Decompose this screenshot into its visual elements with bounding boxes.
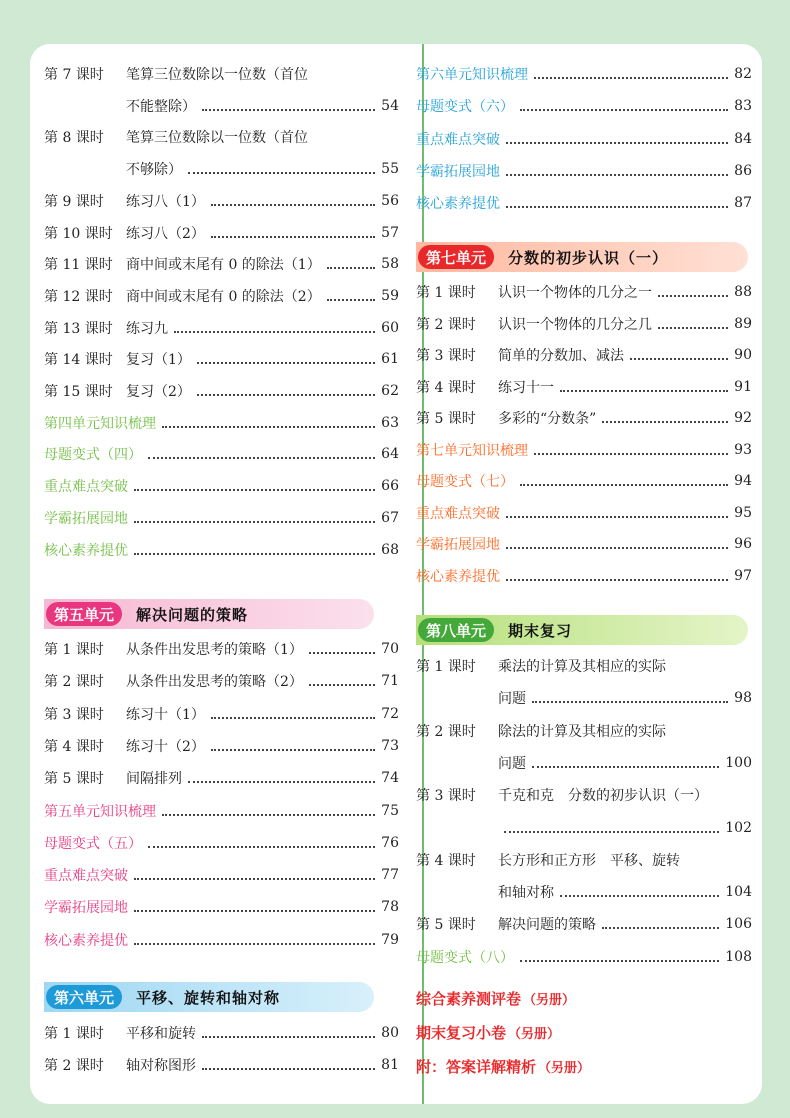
dot-leader bbox=[148, 457, 375, 459]
dot-leader bbox=[309, 684, 375, 686]
lesson-number: 第 10 课时 bbox=[44, 225, 113, 242]
supplement-title: 综合素养测评卷 bbox=[416, 989, 522, 1008]
entry-title: 平移和旋转 bbox=[126, 1026, 196, 1042]
dot-leader bbox=[658, 327, 728, 329]
entry-title: 重点难点突破 bbox=[44, 479, 128, 496]
unit-name: 平移、旋转和轴对称 bbox=[136, 988, 281, 1007]
entry-title: 从条件出发思考的策略（2） bbox=[126, 674, 303, 691]
dot-leader bbox=[602, 421, 728, 423]
entry-title: 不够除） bbox=[126, 162, 182, 179]
supplement-note: （另册） bbox=[538, 1060, 591, 1076]
toc-entry bbox=[416, 497, 752, 529]
entry-title: 母题变式（七） bbox=[416, 474, 514, 490]
supplement-title: 附：答案详解精析 bbox=[416, 1057, 537, 1076]
page-number: 79 bbox=[381, 931, 399, 948]
toc-entry bbox=[44, 698, 399, 730]
page-number: 54 bbox=[381, 97, 399, 114]
entry-title: 母题变式（五） bbox=[44, 835, 142, 852]
entry-title: 笔算三位数除以一位数（首位 bbox=[126, 67, 308, 83]
dot-leader bbox=[602, 927, 719, 929]
dot-leader bbox=[658, 295, 728, 297]
entry-title: 从条件出发思考的策略（1） bbox=[126, 642, 303, 658]
page-number: 86 bbox=[734, 162, 752, 179]
lesson-number: 第 14 课时 bbox=[44, 352, 113, 369]
unit-banner-unit6 bbox=[44, 982, 374, 1012]
dot-leader bbox=[162, 426, 375, 428]
toc-entry bbox=[416, 402, 752, 434]
dot-leader bbox=[211, 204, 375, 206]
unit-tag: 第八单元 bbox=[418, 618, 494, 642]
page-number: 93 bbox=[734, 441, 752, 458]
toc-entry bbox=[44, 827, 399, 859]
entry-title: 复习（1） bbox=[126, 352, 191, 369]
toc-entry bbox=[44, 375, 399, 407]
dot-leader bbox=[148, 846, 375, 848]
dot-leader bbox=[534, 77, 728, 79]
entry-title: 第七单元知识梳理 bbox=[416, 442, 528, 459]
lesson-number: 第 4 课时 bbox=[416, 379, 476, 396]
dot-leader bbox=[188, 172, 375, 174]
page-number: 73 bbox=[381, 737, 399, 754]
entry-title: 练习八（2） bbox=[126, 225, 205, 242]
toc-entry bbox=[416, 155, 752, 187]
page-number: 58 bbox=[381, 256, 399, 273]
page-number: 81 bbox=[381, 1057, 399, 1073]
lesson-number: 第 2 课时 bbox=[416, 723, 476, 740]
toc-entry bbox=[416, 339, 752, 371]
dot-leader bbox=[134, 910, 375, 912]
page-number: 92 bbox=[734, 410, 752, 426]
dot-leader bbox=[532, 701, 728, 703]
supplement-note: （另册） bbox=[508, 1026, 561, 1042]
entry-title: 问题 bbox=[498, 691, 526, 708]
dot-leader bbox=[162, 814, 375, 816]
unit-tag: 第七单元 bbox=[418, 245, 494, 269]
entry-title: 和轴对称 bbox=[498, 885, 554, 902]
page-number: 70 bbox=[381, 641, 399, 657]
toc-entry bbox=[44, 1017, 399, 1049]
page-number: 62 bbox=[381, 383, 399, 399]
lesson-number: 第 11 课时 bbox=[44, 257, 113, 274]
entry-title: 练习十一 bbox=[498, 379, 554, 396]
toc-entry bbox=[416, 650, 752, 682]
toc-entry bbox=[44, 185, 399, 217]
page-number: 71 bbox=[381, 673, 399, 690]
entry-title: 轴对称图形 bbox=[126, 1058, 196, 1074]
lesson-number: 第 2 课时 bbox=[416, 316, 476, 333]
toc-entry bbox=[416, 812, 752, 844]
dot-leader bbox=[134, 878, 375, 880]
lesson-number: 第 1 课时 bbox=[44, 1026, 104, 1042]
toc-entry bbox=[416, 434, 752, 466]
dot-leader bbox=[309, 652, 375, 654]
page-number: 102 bbox=[725, 819, 752, 836]
entry-title: 第六单元知识梳理 bbox=[416, 67, 528, 83]
toc-entry bbox=[44, 534, 399, 566]
page-number: 100 bbox=[725, 754, 752, 771]
dot-leader bbox=[134, 943, 375, 945]
entry-title: 练习十（1） bbox=[126, 706, 205, 723]
page-number: 68 bbox=[381, 541, 399, 558]
lesson-number: 第 4 课时 bbox=[44, 738, 104, 755]
unit-name: 分数的初步认识（一） bbox=[508, 248, 669, 267]
toc-entry bbox=[44, 90, 399, 122]
dot-leader bbox=[211, 717, 375, 719]
page-number: 61 bbox=[381, 351, 399, 368]
toc-entry bbox=[416, 844, 752, 876]
entry-title: 第五单元知识梳理 bbox=[44, 803, 156, 820]
entry-title: 核心素养提优 bbox=[416, 568, 500, 585]
entry-title: 核心素养提优 bbox=[416, 196, 500, 213]
toc-entry bbox=[44, 312, 399, 344]
toc-entry bbox=[44, 470, 399, 502]
dot-leader bbox=[327, 299, 375, 301]
lesson-number: 第 13 课时 bbox=[44, 320, 113, 337]
toc-entry bbox=[44, 153, 399, 185]
page-number: 77 bbox=[381, 867, 399, 884]
entry-title: 多彩的“分数条” bbox=[498, 411, 597, 427]
lesson-number: 第 5 课时 bbox=[416, 411, 476, 427]
toc-entry bbox=[44, 58, 399, 90]
lesson-number: 第 5 课时 bbox=[416, 917, 476, 934]
dot-leader bbox=[134, 489, 375, 491]
lesson-number: 第 5 课时 bbox=[44, 771, 104, 788]
supplement-entry bbox=[416, 1016, 560, 1048]
entry-title: 学霸拓展园地 bbox=[44, 900, 128, 917]
page-number: 60 bbox=[381, 319, 399, 336]
entry-title: 乘法的计算及其相应的实际 bbox=[498, 659, 666, 675]
toc-entry bbox=[416, 779, 752, 811]
page-number: 74 bbox=[381, 770, 399, 787]
toc-entry bbox=[416, 371, 752, 403]
lesson-number: 第 4 课时 bbox=[416, 852, 476, 869]
dot-leader bbox=[188, 781, 375, 783]
toc-entry bbox=[44, 121, 399, 153]
page-number: 87 bbox=[734, 195, 752, 212]
dot-leader bbox=[211, 236, 375, 238]
lesson-number: 第 7 课时 bbox=[44, 67, 104, 83]
page-number: 57 bbox=[381, 224, 399, 241]
toc-entry bbox=[416, 90, 752, 122]
entry-title: 不能整除） bbox=[126, 98, 196, 115]
lesson-number: 第 3 课时 bbox=[416, 348, 476, 364]
toc-entry bbox=[416, 560, 752, 592]
page-number: 56 bbox=[381, 192, 399, 209]
page-number: 89 bbox=[734, 315, 752, 332]
toc-entry bbox=[416, 58, 752, 90]
entry-title: 母题变式（四） bbox=[44, 447, 142, 464]
toc-entry bbox=[416, 308, 752, 340]
entry-title: 笔算三位数除以一位数（首位 bbox=[126, 130, 308, 147]
page-number: 75 bbox=[381, 802, 399, 819]
entry-title: 学霸拓展园地 bbox=[44, 510, 128, 527]
entry-title: 千克和克 分数的初步认识（一） bbox=[498, 788, 708, 805]
entry-title: 问题 bbox=[498, 755, 526, 772]
toc-entry bbox=[44, 407, 399, 439]
toc-entry bbox=[416, 715, 752, 747]
unit-name: 期末复习 bbox=[508, 621, 573, 640]
entry-title: 核心素养提优 bbox=[44, 932, 128, 949]
entry-title: 重点难点突破 bbox=[416, 131, 500, 148]
dot-leader bbox=[506, 579, 728, 581]
entry-title: 复习（2） bbox=[126, 384, 191, 400]
lesson-number: 第 8 课时 bbox=[44, 130, 104, 147]
unit-banner-unit8 bbox=[416, 615, 748, 645]
dot-leader bbox=[506, 206, 728, 208]
dot-leader bbox=[560, 390, 728, 392]
dot-leader bbox=[532, 766, 719, 768]
supplement-entry bbox=[416, 982, 575, 1014]
dot-leader bbox=[506, 174, 728, 176]
page-number: 76 bbox=[381, 834, 399, 851]
entry-title: 解决问题的策略 bbox=[498, 917, 596, 934]
page-number: 63 bbox=[381, 414, 399, 431]
page-number: 94 bbox=[734, 473, 752, 489]
page-number: 108 bbox=[725, 948, 752, 965]
toc-page bbox=[30, 44, 762, 1104]
entry-title: 第四单元知识梳理 bbox=[44, 415, 156, 432]
page-number: 72 bbox=[381, 705, 399, 722]
dot-leader bbox=[197, 394, 375, 396]
supplement-title: 期末复习小卷 bbox=[416, 1023, 507, 1042]
page-number: 91 bbox=[734, 378, 752, 395]
page-number: 67 bbox=[381, 509, 399, 526]
entry-title: 简单的分数加、减法 bbox=[498, 348, 624, 364]
toc-entry bbox=[44, 248, 399, 280]
page-number: 95 bbox=[734, 504, 752, 521]
page-number: 55 bbox=[381, 161, 399, 178]
toc-entry bbox=[416, 123, 752, 155]
supplement-entry bbox=[416, 1050, 590, 1082]
toc-entry bbox=[44, 633, 399, 665]
page-number: 106 bbox=[725, 916, 752, 933]
lesson-number: 第 2 课时 bbox=[44, 674, 104, 691]
toc-entry bbox=[416, 682, 752, 714]
unit-name: 解决问题的策略 bbox=[136, 605, 249, 624]
dot-leader bbox=[506, 516, 728, 518]
toc-entry bbox=[416, 876, 752, 908]
entry-title: 练习九 bbox=[126, 320, 168, 337]
dot-leader bbox=[211, 749, 375, 751]
page-number: 80 bbox=[381, 1025, 399, 1041]
entry-title: 除法的计算及其相应的实际 bbox=[498, 723, 666, 740]
page-number: 96 bbox=[734, 536, 752, 552]
toc-entry bbox=[44, 343, 399, 375]
toc-entry bbox=[44, 665, 399, 697]
entry-title: 核心素养提优 bbox=[44, 542, 128, 559]
page-number: 83 bbox=[734, 98, 752, 115]
toc-entry bbox=[44, 924, 399, 956]
dot-leader bbox=[174, 331, 375, 333]
lesson-number: 第 9 课时 bbox=[44, 193, 104, 210]
toc-entry bbox=[416, 528, 752, 560]
page-number: 98 bbox=[734, 690, 752, 707]
toc-entry bbox=[44, 217, 399, 249]
page-number: 82 bbox=[734, 66, 752, 82]
toc-entry bbox=[44, 762, 399, 794]
entry-title: 重点难点突破 bbox=[416, 505, 500, 522]
dot-leader bbox=[197, 362, 375, 364]
entry-title: 母题变式（八） bbox=[416, 949, 514, 966]
dot-leader bbox=[202, 109, 375, 111]
toc-entry bbox=[44, 730, 399, 762]
dot-leader bbox=[534, 453, 728, 455]
toc-entry bbox=[44, 438, 399, 470]
entry-title: 学霸拓展园地 bbox=[416, 163, 500, 180]
page-number: 66 bbox=[381, 478, 399, 495]
toc-entry bbox=[44, 280, 399, 312]
toc-entry bbox=[44, 891, 399, 923]
page-number: 84 bbox=[734, 130, 752, 147]
dot-leader bbox=[134, 553, 375, 555]
dot-leader bbox=[202, 1036, 375, 1038]
toc-entry bbox=[416, 908, 752, 940]
entry-title: 认识一个物体的几分之一 bbox=[498, 285, 652, 301]
toc-entry bbox=[44, 859, 399, 891]
dot-leader bbox=[630, 358, 728, 360]
lesson-number: 第 12 课时 bbox=[44, 288, 113, 305]
page-number: 97 bbox=[734, 567, 752, 584]
lesson-number: 第 1 课时 bbox=[44, 642, 104, 658]
page-number: 59 bbox=[381, 287, 399, 304]
toc-entry bbox=[416, 187, 752, 219]
dot-leader bbox=[520, 484, 728, 486]
toc-entry bbox=[416, 465, 752, 497]
page-number: 88 bbox=[734, 284, 752, 300]
entry-title: 练习十（2） bbox=[126, 738, 205, 755]
entry-title: 商中间或末尾有 0 的除法（2） bbox=[126, 288, 321, 305]
dot-leader bbox=[520, 109, 728, 111]
toc-entry bbox=[416, 276, 752, 308]
dot-leader bbox=[560, 895, 719, 897]
page-number: 90 bbox=[734, 347, 752, 363]
lesson-number: 第 1 课时 bbox=[416, 285, 476, 301]
supplement-note: （另册） bbox=[523, 992, 576, 1008]
dot-leader bbox=[327, 267, 375, 269]
lesson-number: 第 3 课时 bbox=[44, 706, 104, 723]
lesson-number: 第 15 课时 bbox=[44, 384, 113, 400]
unit-tag: 第六单元 bbox=[46, 985, 122, 1009]
entry-title: 认识一个物体的几分之几 bbox=[498, 316, 652, 333]
entry-title: 母题变式（六） bbox=[416, 99, 514, 116]
toc-entry bbox=[416, 747, 752, 779]
unit-banner-unit5 bbox=[44, 599, 374, 629]
lesson-number: 第 3 课时 bbox=[416, 788, 476, 805]
unit-banner-unit7 bbox=[416, 242, 748, 272]
dot-leader bbox=[506, 547, 728, 549]
entry-title: 商中间或末尾有 0 的除法（1） bbox=[126, 257, 321, 274]
lesson-number: 第 1 课时 bbox=[416, 659, 476, 675]
entry-title: 练习八（1） bbox=[126, 193, 205, 210]
toc-entry bbox=[44, 1049, 399, 1081]
page-number: 64 bbox=[381, 446, 399, 463]
entry-title: 重点难点突破 bbox=[44, 868, 128, 885]
unit-tag: 第五单元 bbox=[46, 602, 122, 626]
lesson-number: 第 2 课时 bbox=[44, 1058, 104, 1074]
toc-entry bbox=[416, 941, 752, 973]
dot-leader bbox=[506, 142, 728, 144]
toc-entry bbox=[44, 795, 399, 827]
dot-leader bbox=[520, 960, 719, 962]
page-number: 104 bbox=[725, 884, 752, 901]
dot-leader bbox=[134, 521, 375, 523]
dot-leader bbox=[504, 831, 719, 833]
entry-title: 长方形和正方形 平移、旋转 bbox=[498, 852, 680, 869]
entry-title: 间隔排列 bbox=[126, 771, 182, 788]
entry-title: 学霸拓展园地 bbox=[416, 537, 500, 553]
dot-leader bbox=[202, 1068, 375, 1070]
toc-entry bbox=[44, 502, 399, 534]
page-number: 78 bbox=[381, 899, 399, 916]
